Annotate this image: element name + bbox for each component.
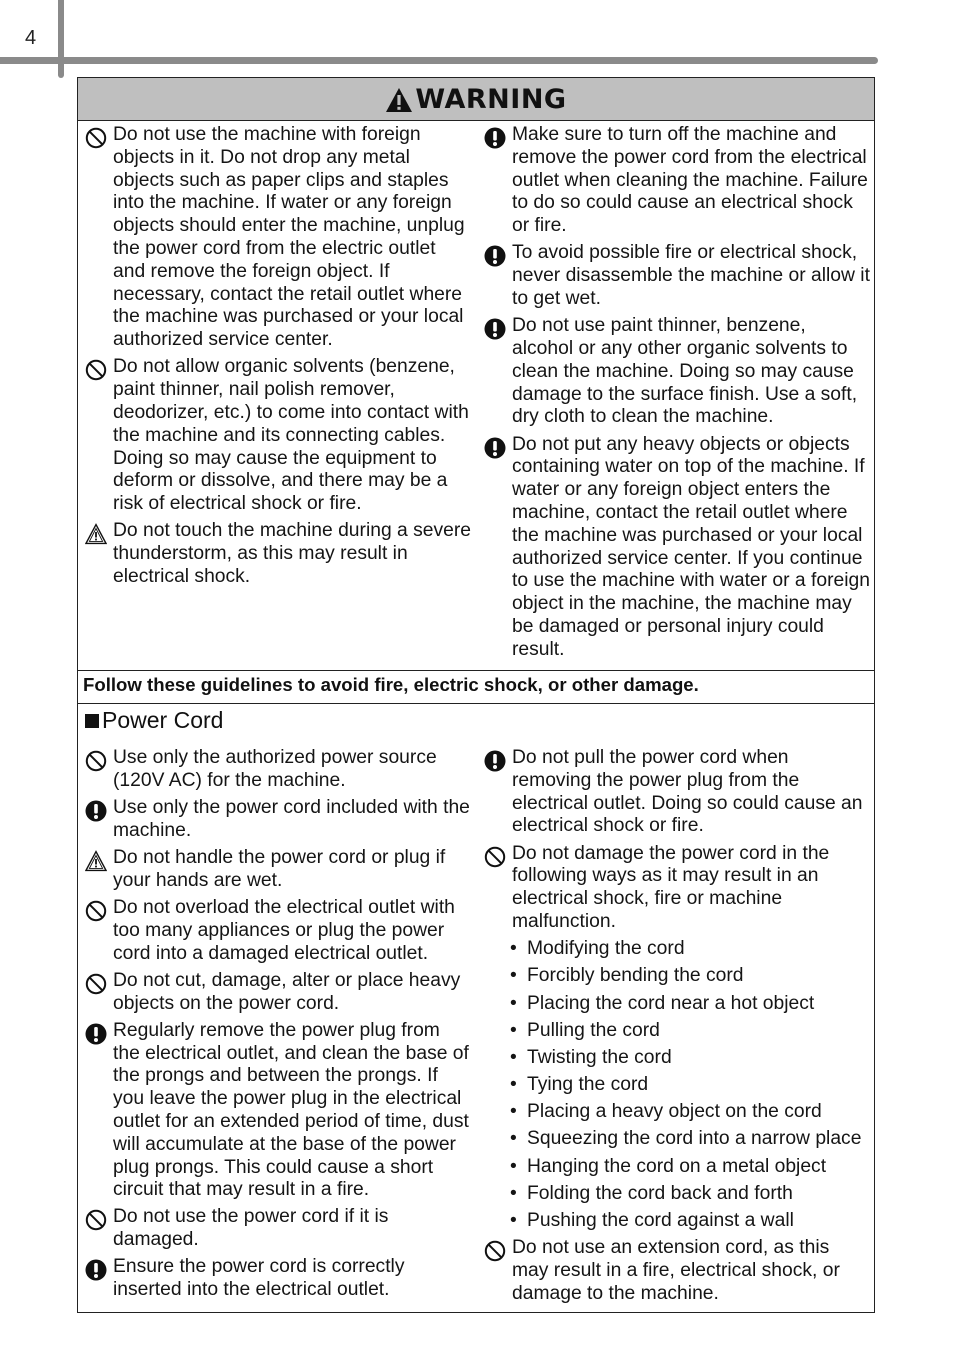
- mandatory-action-icon: [484, 437, 506, 459]
- warning-box: [77, 77, 875, 1313]
- bullet-dot-icon: •: [510, 1182, 517, 1204]
- mandatory-action-icon: [484, 318, 506, 340]
- safety-item-text: Do not cut, damage, alter or place heavy objects on the power cord.: [113, 969, 461, 1014]
- bullet-dot-icon: •: [510, 1101, 517, 1123]
- bullet-dot-icon: •: [510, 1155, 517, 1177]
- bullet-dot-icon: •: [510, 1074, 517, 1096]
- power-cord-right-column: [479, 747, 871, 1310]
- safety-item: [80, 1206, 472, 1252]
- prohibition-icon: [484, 1240, 506, 1262]
- caution-triangle-icon: [85, 850, 107, 872]
- safety-item: [80, 747, 472, 793]
- safety-item-text: Use only the authorized power source (120V AC) for the machine.: [113, 747, 437, 791]
- list-item: [479, 1156, 871, 1179]
- list-item: [479, 965, 871, 988]
- safety-item: [80, 847, 472, 893]
- safety-item: [479, 315, 871, 429]
- list-item: [479, 1101, 871, 1124]
- safety-item-text: To avoid possible fire or electrical shock, never disassemble the machine or allow it to get wet.: [512, 242, 870, 309]
- warning-left-column: [80, 124, 472, 593]
- safety-item: [80, 1020, 472, 1202]
- mandatory-action-icon: [484, 127, 506, 149]
- section-divider: [78, 670, 874, 671]
- safety-item: [80, 797, 472, 843]
- header-vertical-rule: [58, 0, 64, 78]
- bullet-dot-icon: •: [510, 992, 517, 1014]
- safety-item: [80, 356, 472, 516]
- section-divider: [78, 703, 874, 704]
- bullet-dot-icon: •: [510, 1019, 517, 1041]
- safety-item-text: Do not pull the power cord when removing the power plug from the electrical outlet. Doing so could cause an electrical shock or fire.: [512, 747, 863, 837]
- safety-item-text: Use only the power cord included with the machine.: [113, 796, 470, 841]
- safety-item: [80, 520, 472, 588]
- prohibition-icon: [85, 1209, 107, 1231]
- list-item-text: Modifying the cord: [527, 938, 685, 960]
- prohibition-icon: [85, 127, 107, 149]
- safety-item-text: Do not allow organic solvents (benzene, paint thinner, nail polish remover, deodorizer, etc.) to come into contact with the machine and its connecting cables. Doing so may cause the equipment to deform or dissolve, and there may be a risk of electrical shock or fire.: [113, 356, 469, 515]
- safety-item: [80, 1256, 472, 1302]
- safety-item-text: Do not use the machine with foreign objects in it. Do not drop any metal objects such as paper clips and staples into the machine. If water or any foreign objects should enter the machine, unplug the power cord from the electric outlet and remove the foreign object. If necessary, contact the retail outlet where the machine was purchased or your local authorized service center.: [113, 124, 465, 351]
- safety-item-text: Do not use an extension cord, as this may result in a fire, electrical shock, or damage to the machine.: [512, 1237, 840, 1304]
- list-item-text: Tying the cord: [527, 1074, 649, 1096]
- list-item-text: Forcibly bending the cord: [527, 965, 744, 987]
- safety-item-text: Do not use the power cord if it is damaged.: [113, 1206, 389, 1251]
- bullet-dot-icon: •: [510, 938, 517, 960]
- safety-item: [479, 124, 871, 238]
- prohibition-icon: [85, 359, 107, 381]
- safety-item-text: Do not touch the machine during a severe thunderstorm, as this may result in electrical shock.: [113, 520, 471, 587]
- page-number: 4: [25, 27, 37, 49]
- prohibition-icon: [484, 846, 506, 868]
- safety-item-text: Do not put any heavy objects or objects containing water on top of the machine. If water or any foreign object enters the machine, contact the retail outlet where the machine was purchased or your local authorized service center. If you continue to use the machine with water or a foreign object in the machine, the machine may be damaged or personal injury could result.: [512, 433, 870, 660]
- safety-item: [479, 747, 871, 838]
- list-item-text: Twisting the cord: [527, 1046, 672, 1068]
- safety-item: [479, 242, 871, 310]
- safety-item: [479, 843, 871, 934]
- warning-triangle-icon: [385, 87, 413, 113]
- bullet-dot-icon: •: [510, 965, 517, 987]
- safety-item: [80, 124, 472, 352]
- list-item-text: Hanging the cord on a metal object: [527, 1155, 827, 1177]
- warning-title: WARNING: [415, 83, 567, 115]
- bullet-dot-icon: •: [510, 1128, 517, 1150]
- safety-item-text: Ensure the power cord is correctly inserted into the electrical outlet.: [113, 1256, 405, 1301]
- list-item: [479, 1020, 871, 1043]
- bullet-dot-icon: •: [510, 1210, 517, 1232]
- square-bullet-icon: [85, 714, 99, 728]
- bullet-dot-icon: •: [510, 1046, 517, 1068]
- list-item-text: Placing a heavy object on the cord: [527, 1101, 822, 1123]
- list-item: [479, 1047, 871, 1070]
- list-item: [479, 1074, 871, 1097]
- list-item: [479, 1128, 871, 1151]
- safety-item: [80, 970, 472, 1016]
- list-item: [479, 938, 871, 961]
- list-item-text: Placing the cord near a hot object: [527, 992, 815, 1014]
- safety-item-text: Do not handle the power cord or plug if your hands are wet.: [113, 846, 446, 891]
- mandatory-action-icon: [85, 1259, 107, 1281]
- safety-item: [80, 897, 472, 965]
- safety-item-text: Do not use paint thinner, benzene, alcohol or any other organic solvents to clean the machine. Doing so may cause damage to the surface finish. Use a soft, dry cloth to clean the machine.: [512, 315, 858, 428]
- safety-item: [479, 1237, 871, 1305]
- list-item-text: Squeezing the cord into a narrow place: [527, 1128, 862, 1150]
- power-cord-title: Power Cord: [102, 707, 224, 733]
- guidelines-text: Follow these guidelines to avoid fire, electric shock, or other damage.: [83, 674, 699, 695]
- list-item: [479, 1210, 871, 1233]
- mandatory-action-icon: [85, 1023, 107, 1045]
- prohibition-icon: [85, 900, 107, 922]
- prohibition-icon: [85, 750, 107, 772]
- warning-header: [78, 78, 874, 121]
- warning-right-column: [479, 124, 871, 666]
- list-item-text: Folding the cord back and forth: [527, 1182, 793, 1204]
- list-item: [479, 993, 871, 1016]
- safety-item-text: Make sure to turn off the machine and remove the power cord from the electrical outlet when cleaning the machine. Failure to do so could cause an electrical shock or fire.: [512, 124, 868, 237]
- safety-item-text: Do not overload the electrical outlet with too many appliances or plug the power cord into a damaged electrical outlet.: [113, 896, 455, 964]
- mandatory-action-icon: [484, 750, 506, 772]
- power-cord-left-column: [80, 747, 472, 1306]
- prohibition-icon: [85, 973, 107, 995]
- caution-triangle-icon: [85, 523, 107, 545]
- safety-item-text: Regularly remove the power plug from the electrical outlet, and clean the base of the prongs and between the prongs. If you leave the power plug in the electrical outlet for an extended period of time, dust will accumulate at the base of the power plug prongs. This could cause a short circuit that may result in a fire.: [113, 1019, 469, 1201]
- safety-item: [479, 434, 871, 662]
- list-item: [479, 1183, 871, 1206]
- header-horizontal-rule: [0, 57, 878, 64]
- list-item-text: Pushing the cord against a wall: [527, 1210, 794, 1232]
- list-item-text: Pulling the cord: [527, 1019, 660, 1041]
- power-cord-heading: [85, 707, 223, 734]
- safety-item-text: Do not damage the power cord in the following ways as it may result in an electrical shock, fire or machine malfunction.: [512, 842, 830, 932]
- mandatory-action-icon: [85, 800, 107, 822]
- mandatory-action-icon: [484, 245, 506, 267]
